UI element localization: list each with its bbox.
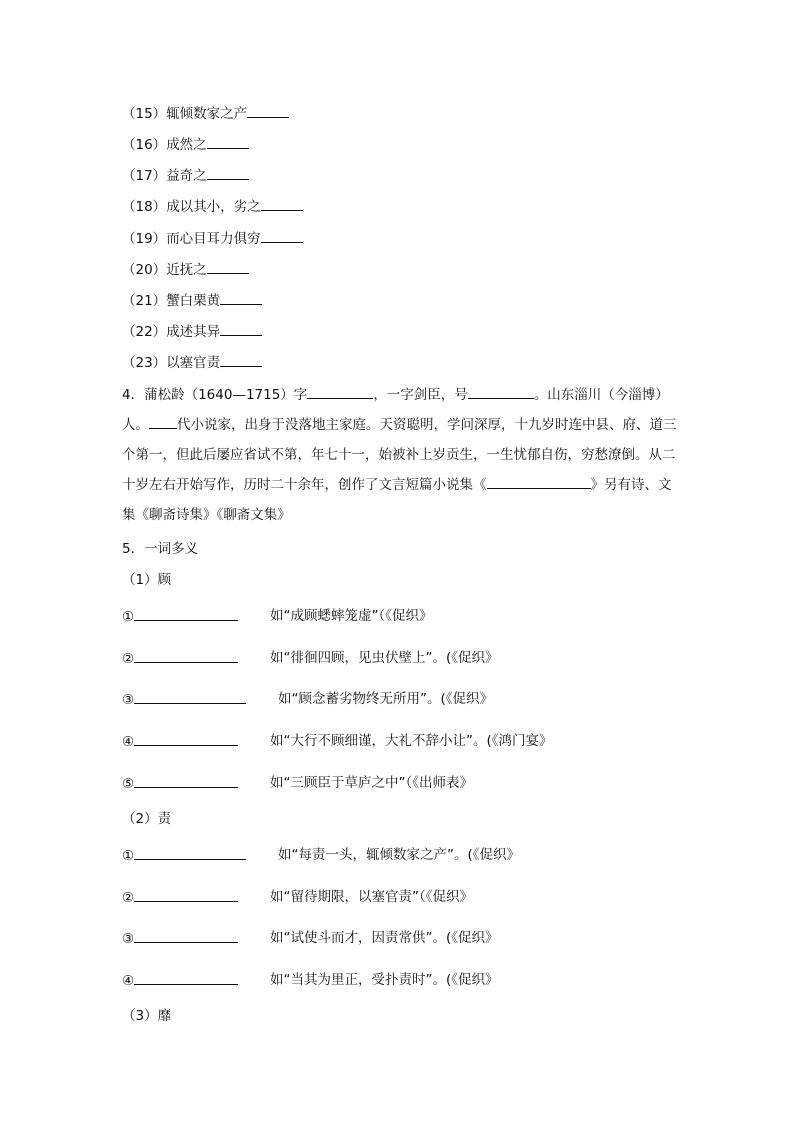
polysemy-item — [122, 689, 494, 710]
answer-blank[interactable] — [207, 259, 249, 274]
example-sentence: 如“每责一头，辄倾数家之产”。(《促织》 — [278, 847, 521, 863]
answer-blank[interactable] — [220, 321, 262, 336]
question-4-paragraph — [122, 380, 677, 530]
answer-blank[interactable] — [134, 731, 238, 746]
item-number: （17） — [122, 168, 167, 184]
vocab-item — [122, 134, 249, 155]
answer-blank[interactable] — [134, 970, 238, 985]
example-sentence: 如“留待期限，以塞官责”（《促织》 — [270, 889, 473, 905]
item-number: （20） — [122, 262, 167, 278]
answer-blank[interactable] — [207, 165, 249, 180]
polysemy-item — [122, 887, 473, 908]
circled-number: ⑤ — [122, 776, 135, 792]
example-sentence: 如“徘徊四顾，见虫伏壁上”。(《促织》 — [270, 650, 499, 666]
answer-blank-zi[interactable] — [307, 384, 373, 399]
vocab-item — [122, 165, 249, 186]
polysemy-item — [122, 845, 521, 866]
polysemy-item — [122, 731, 553, 752]
circled-number: ③ — [122, 692, 135, 708]
group-label: （3）靡 — [122, 1008, 172, 1024]
circled-number: ① — [122, 609, 135, 625]
item-text: 成然之 — [166, 137, 207, 153]
circled-number: ④ — [122, 734, 135, 750]
example-sentence: 如“三顾臣于草庐之中”（《出师表》 — [270, 775, 473, 791]
polysemy-item — [122, 773, 473, 794]
answer-blank[interactable] — [134, 887, 238, 902]
vocab-item — [122, 228, 303, 249]
answer-blank[interactable] — [220, 352, 262, 367]
answer-blank[interactable] — [134, 773, 238, 788]
answer-blank[interactable] — [134, 689, 246, 704]
question-5-title: 5．一词多义 — [122, 541, 199, 557]
polysemy-item — [122, 970, 499, 991]
answer-blank[interactable] — [134, 928, 238, 943]
answer-blank[interactable] — [220, 290, 262, 305]
vocab-item — [122, 352, 262, 373]
item-number: （21） — [122, 293, 167, 309]
item-text: 成述其异 — [166, 324, 221, 340]
q4-text-e: 代小说家，出身于没落地主家庭。天资聪明，学问深厚，十九岁时连中县、府、道三个第一，但此后屡应省试不第，年七十一，始被补上岁贡生，一生忧郁自伤，穷愁潦倒。从二十岁左右开始写作，历时二十余年，创作了文言短篇小说集《 — [122, 417, 677, 493]
group-label: （2）责 — [122, 811, 172, 827]
circled-number: ③ — [122, 931, 135, 947]
vocab-item — [122, 259, 249, 280]
polysemy-item — [122, 606, 433, 627]
answer-blank[interactable] — [261, 228, 303, 243]
item-text: 辄倾数家之产 — [166, 106, 248, 122]
answer-blank[interactable] — [261, 196, 303, 211]
item-number: （23） — [122, 355, 167, 371]
example-sentence: 如“当其为里正，受扑责时”。(《促织》 — [270, 972, 499, 988]
item-text: 蟹白栗黄 — [166, 293, 221, 309]
example-sentence: 如“成顾蟋蟀笼虚”（《促织》 — [270, 608, 433, 624]
item-number: （18） — [122, 199, 167, 215]
vocab-item — [122, 321, 262, 342]
answer-blank-hao[interactable] — [468, 384, 534, 399]
answer-blank-dynasty[interactable] — [149, 414, 177, 429]
answer-blank[interactable] — [134, 606, 238, 621]
item-number: （22） — [122, 324, 167, 340]
item-number: （16） — [122, 137, 167, 153]
vocab-item — [122, 103, 289, 124]
example-sentence: 如“顾念蓄劣物终无所用”。(《促织》 — [278, 691, 494, 707]
q4-text-f: 》另有诗、文集《聊斋诗集》《聊斋文集》 — [122, 477, 672, 523]
answer-blank[interactable] — [134, 845, 246, 860]
answer-blank-book[interactable] — [487, 474, 591, 489]
q4-text-a: 4．蒲松龄（1640—1715）字 — [122, 387, 308, 403]
polysemy-item — [122, 648, 499, 669]
group-label: （1）顾 — [122, 572, 172, 588]
circled-number: ② — [122, 890, 135, 906]
vocab-item — [122, 290, 262, 311]
q4-text-d: 人。 — [122, 417, 149, 433]
circled-number: ② — [122, 651, 135, 667]
item-number: （19） — [122, 231, 167, 247]
vocab-item — [122, 196, 303, 217]
item-text: 以塞官责 — [166, 355, 221, 371]
answer-blank[interactable] — [207, 134, 249, 149]
item-text: 益奇之 — [166, 168, 207, 184]
polysemy-item — [122, 928, 499, 949]
answer-blank[interactable] — [247, 103, 289, 118]
answer-blank[interactable] — [134, 648, 238, 663]
circled-number: ④ — [122, 973, 135, 989]
circled-number: ① — [122, 848, 135, 864]
item-number: （15） — [122, 106, 167, 122]
item-text: 近抚之 — [166, 262, 207, 278]
item-text: 成以其小，劣之 — [166, 199, 261, 215]
q4-text-c: 。山东淄川（今淄博） — [533, 387, 669, 403]
q4-text-b: ，一字剑臣，号 — [373, 387, 468, 403]
example-sentence: 如“试使斗而才，因责常供”。(《促织》 — [270, 930, 499, 946]
item-text: 而心目耳力俱穷 — [166, 231, 261, 247]
example-sentence: 如“大行不顾细谨，大礼不辞小让”。(《鸿门宴》 — [270, 733, 553, 749]
